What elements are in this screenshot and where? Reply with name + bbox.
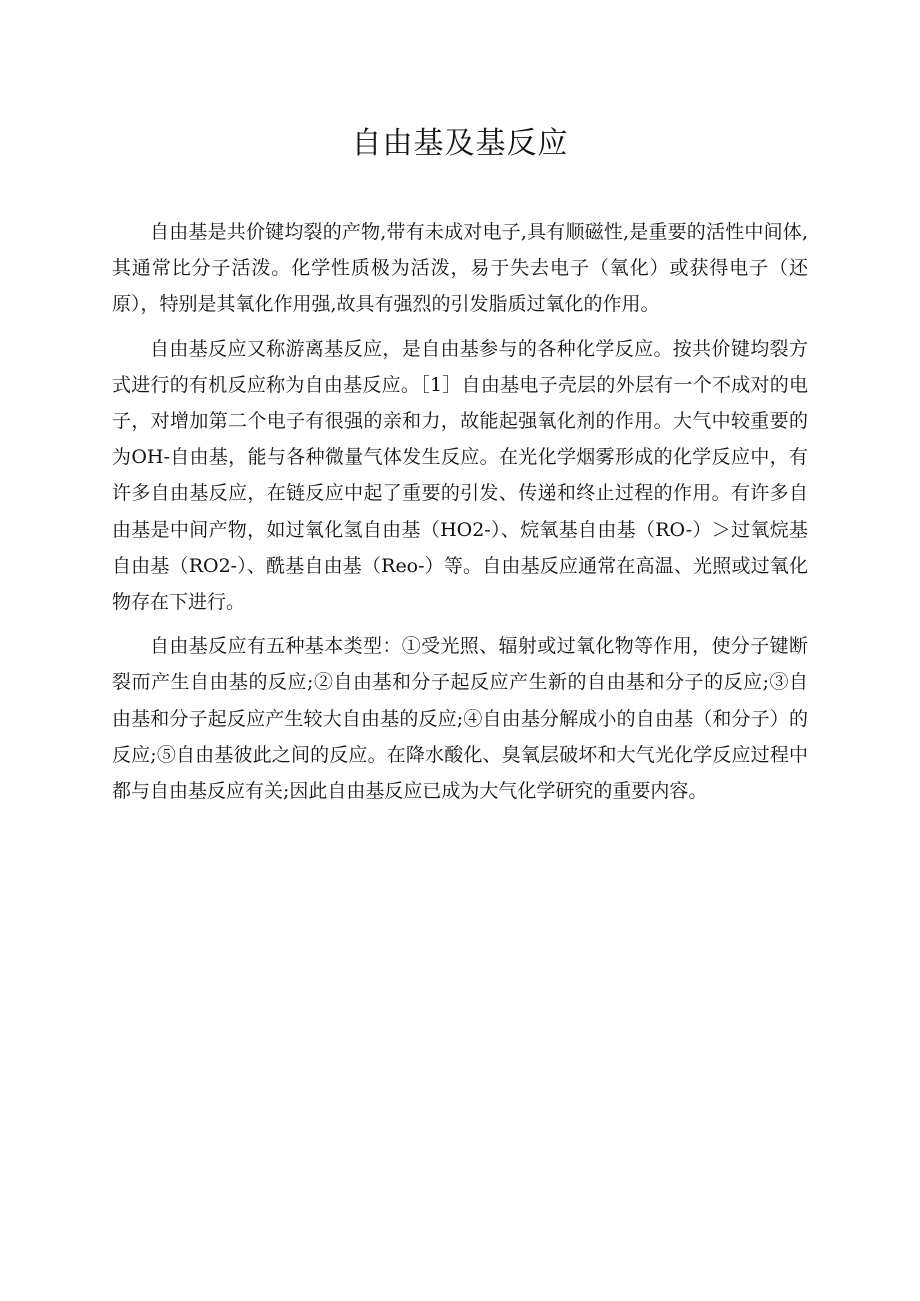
document-title: 自由基及基反应	[351, 126, 569, 161]
paragraph-2: 自由基反应又称游离基反应，是自由基参与的各种化学反应。按共价键均裂方式进行的有机反应称为自由基反应。［1］自由基电子壳层的外层有一个不成对的电子，对增加第二个电子有很强的亲和力，故能起强氧化剂的作用。大气中较重要的为OH-自由基，能与各种微量气体发生反应。在光化学烟雾形成的化学反应中，有许多自由基反应，在链反应中起了重要的引发、传递和终止过程的作用。有许多自由基是中间产物，如过氧化氢自由基（HO2-）、烷氧基自由基（RO-）＞过氧烷基自由基（RO2-）、酰基自由基（Reo-）等。自由基反应通常在高温、光照或过氧化物存在下进行。	[112, 337, 808, 614]
document-body	[112, 214, 808, 817]
paragraph-3: 自由基反应有五种基本类型：①受光照、辐射或过氧化物等作用，使分子键断裂而产生自由基的反应;②自由基和分子起反应产生新的自由基和分子的反应;③自由基和分子起反应产生较大自由基的反应;④自由基分解成小的自由基（和分子）的反应;⑤自由基彼此之间的反应。在降水酸化、臭氧层破坏和大气光化学反应过程中都与自由基反应有关;因此自由基反应已成为大气化学研究的重要内容。	[112, 635, 808, 803]
paragraph-1: 自由基是共价键均裂的产物,带有未成对电子,具有顺磁性,是重要的活性中间体,其通常比分子活泼。化学性质极为活泼，易于失去电子（氧化）或获得电子（还原），特别是其氧化作用强,故具有强烈的引发脂质过氧化的作用。	[112, 221, 808, 316]
